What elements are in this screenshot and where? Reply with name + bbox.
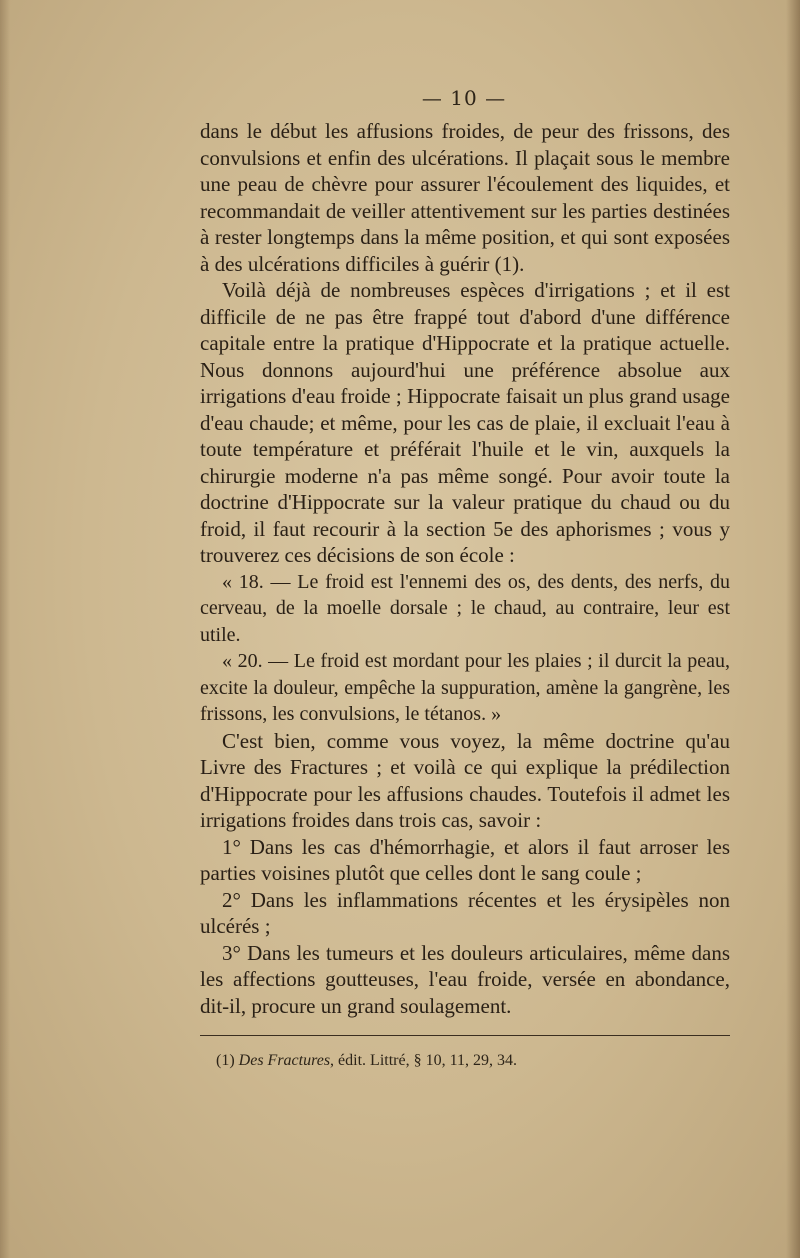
footnote-marker: (1)	[216, 1052, 235, 1069]
body-text	[200, 118, 730, 1019]
page-shadow-right	[786, 0, 800, 1258]
footnote-title: Des Fractures	[238, 1052, 331, 1069]
aphorism-20: « 20. — Le froid est mordant pour les plaies ; il durcit la peau, excite la douleur, empêche la suppuration, amène la gangrène, les frissons, les convulsions, le tétanos. »	[200, 650, 730, 725]
footnote-reference: , édit. Littré, § 10, 11, 29, 34.	[330, 1052, 517, 1069]
footnote-divider	[200, 1035, 730, 1036]
page-number: — 10 —	[421, 86, 507, 110]
paragraph-irrigations: Voilà déjà de nombreuses espèces d'irrigations ; et il est difficile de ne pas être frappé tout d'abord d'une différence capitale entre la pratique d'Hippocrate et la pratique actuelle. Nous donnons aujourd'hui une préférence absolue aux irrigations d'eau froide ; Hippocrate faisait un plus grand usage d'eau chaude; et même, pour les cas de plaie, il excluait l'eau à toute température et préférait l'huile et le vin, auxquels la chirurgie moderne n'a pas même songé. Pour avoir toute la doctrine d'Hippocrate sur la valeur pratique du chaud ou du froid, il faut recourir à la section 5e des aphorismes ; vous y trouverez ces décisions de son école :	[200, 278, 730, 567]
aphorism-18: « 18. — Le froid est l'ennemi des os, des dents, des nerfs, du cerveau, de la moelle dorsale ; le chaud, au contraire, leur est utile.	[200, 570, 730, 646]
page-shadow-left	[0, 0, 10, 1258]
footnote	[216, 1052, 736, 1070]
paragraph-doctrine: C'est bien, comme vous voyez, la même doctrine qu'au Livre des Fractures ; et voilà ce qui explique la prédilection d'Hippocrate pour les affusions chaudes. Toutefois il admet les irrigations froides dans trois cas, savoir :	[200, 728, 730, 832]
case-3: 3° Dans les tumeurs et les douleurs articulaires, même dans les affections goutteuses, l'eau froide, versée en abondance, dit-il, procure un grand soulagement.	[200, 940, 730, 1018]
case-1: 1° Dans les cas d'hémorrhagie, et alors il faut arroser les parties voisines plutôt que celles dont le sang coule ;	[200, 834, 730, 885]
case-2: 2° Dans les inflammations récentes et les érysipèles non ulcérés ;	[200, 887, 730, 938]
paragraph-continued: dans le début les affusions froides, de peur des frissons, des convulsions et enfin des ulcérations. Il plaçait sous le membre une peau de chèvre pour assurer l'écoulement des liquides, et recommandait de veiller attentivement sur les parties destinées à rester longtemps dans la même position, et qui sont exposées à des ulcérations difficiles à guérir (1).	[200, 119, 730, 276]
